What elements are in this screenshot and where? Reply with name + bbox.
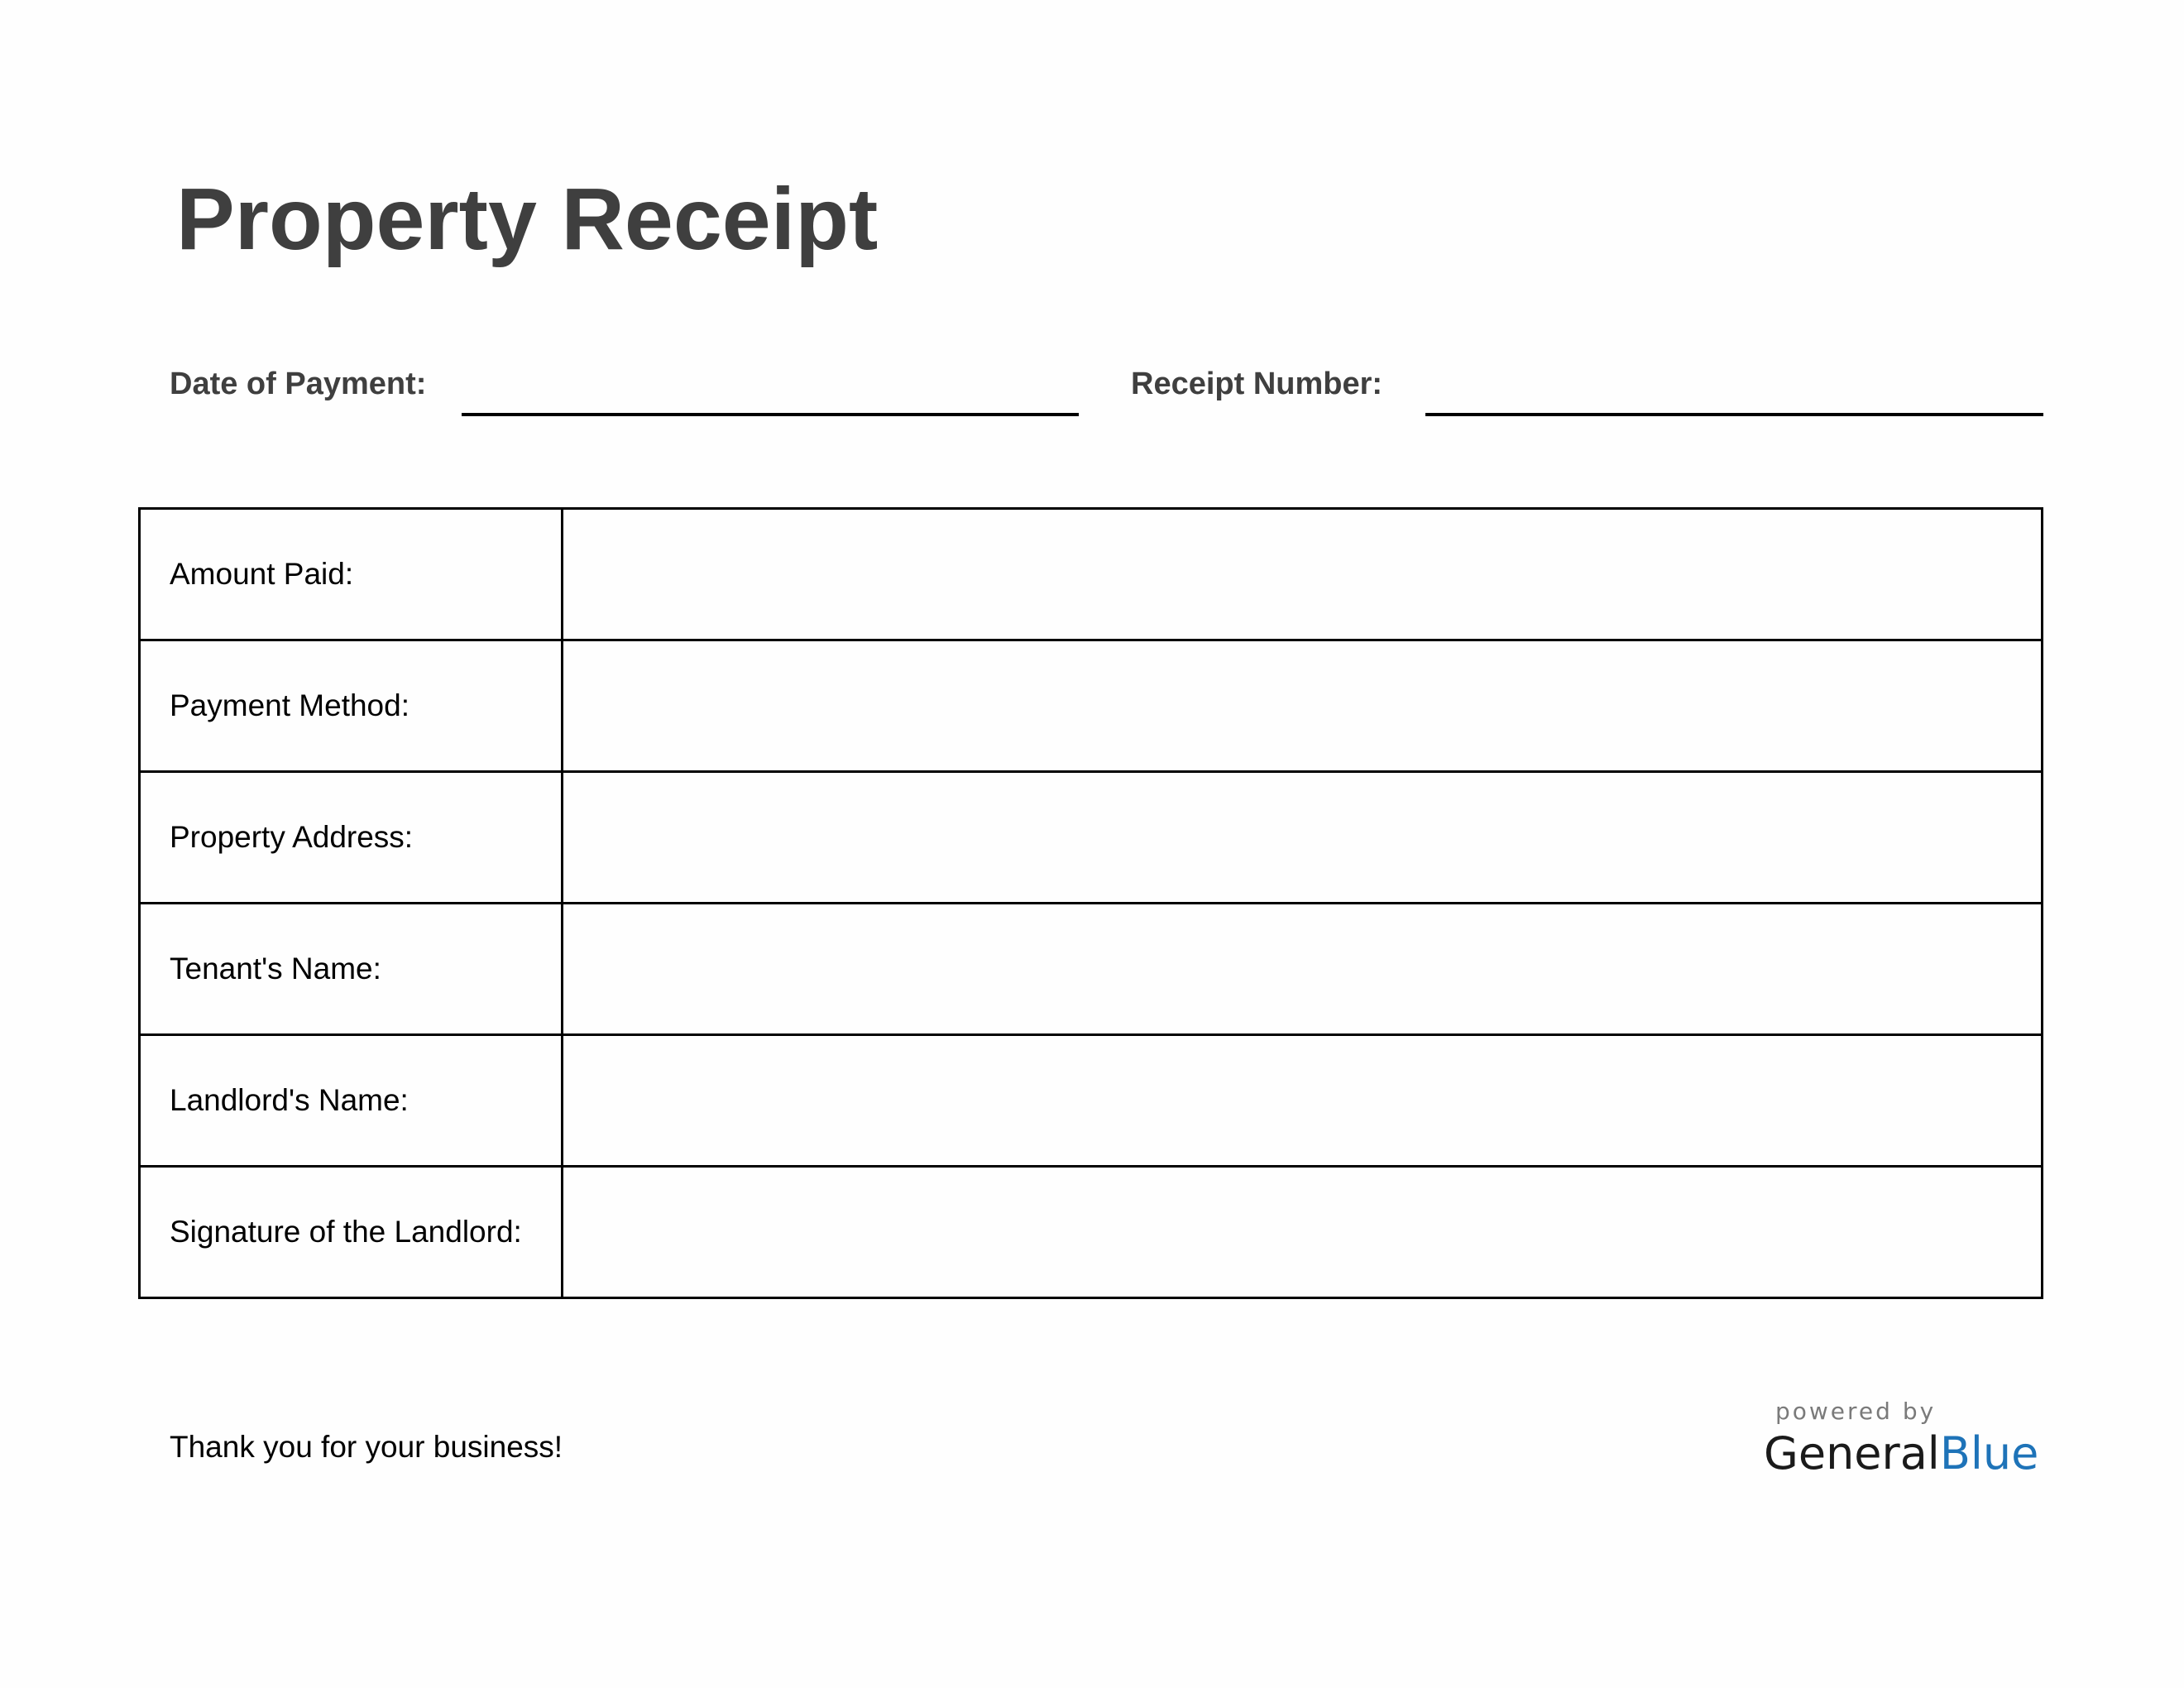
amount-paid-label: Amount Paid: (140, 509, 563, 640)
page-title: Property Receipt (176, 170, 879, 268)
receipt-details-table (138, 507, 2043, 1299)
table-row (140, 904, 2043, 1035)
table-row (140, 640, 2043, 772)
receipt-number-label: Receipt Number: (1131, 367, 1383, 401)
tenant-name-field[interactable] (563, 904, 2043, 1035)
landlord-signature-label: Signature of the Landlord: (140, 1167, 563, 1298)
landlord-name-label: Landlord's Name: (140, 1035, 563, 1167)
payment-method-label: Payment Method: (140, 640, 563, 772)
brand-name-general: General (1764, 1427, 1940, 1479)
landlord-name-field[interactable] (563, 1035, 2043, 1167)
table-row (140, 1167, 2043, 1298)
brand-name-blue: Blue (1939, 1427, 2039, 1479)
date-of-payment-label: Date of Payment: (170, 367, 427, 401)
date-of-payment-field[interactable] (462, 413, 1079, 416)
table-row (140, 772, 2043, 904)
tenant-name-label: Tenant's Name: (140, 904, 563, 1035)
receipt-number-field[interactable] (1425, 413, 2043, 416)
amount-paid-field[interactable] (563, 509, 2043, 640)
property-address-field[interactable] (563, 772, 2043, 904)
payment-method-field[interactable] (563, 640, 2043, 772)
brand-logo (1764, 1397, 2037, 1481)
brand-name (1764, 1427, 2037, 1481)
thank-you-message: Thank you for your business! (170, 1430, 563, 1464)
landlord-signature-field[interactable] (563, 1167, 2043, 1298)
table-row (140, 1035, 2043, 1167)
powered-by-text: powered by (1775, 1398, 1937, 1425)
table-row (140, 509, 2043, 640)
property-address-label: Property Address: (140, 772, 563, 904)
